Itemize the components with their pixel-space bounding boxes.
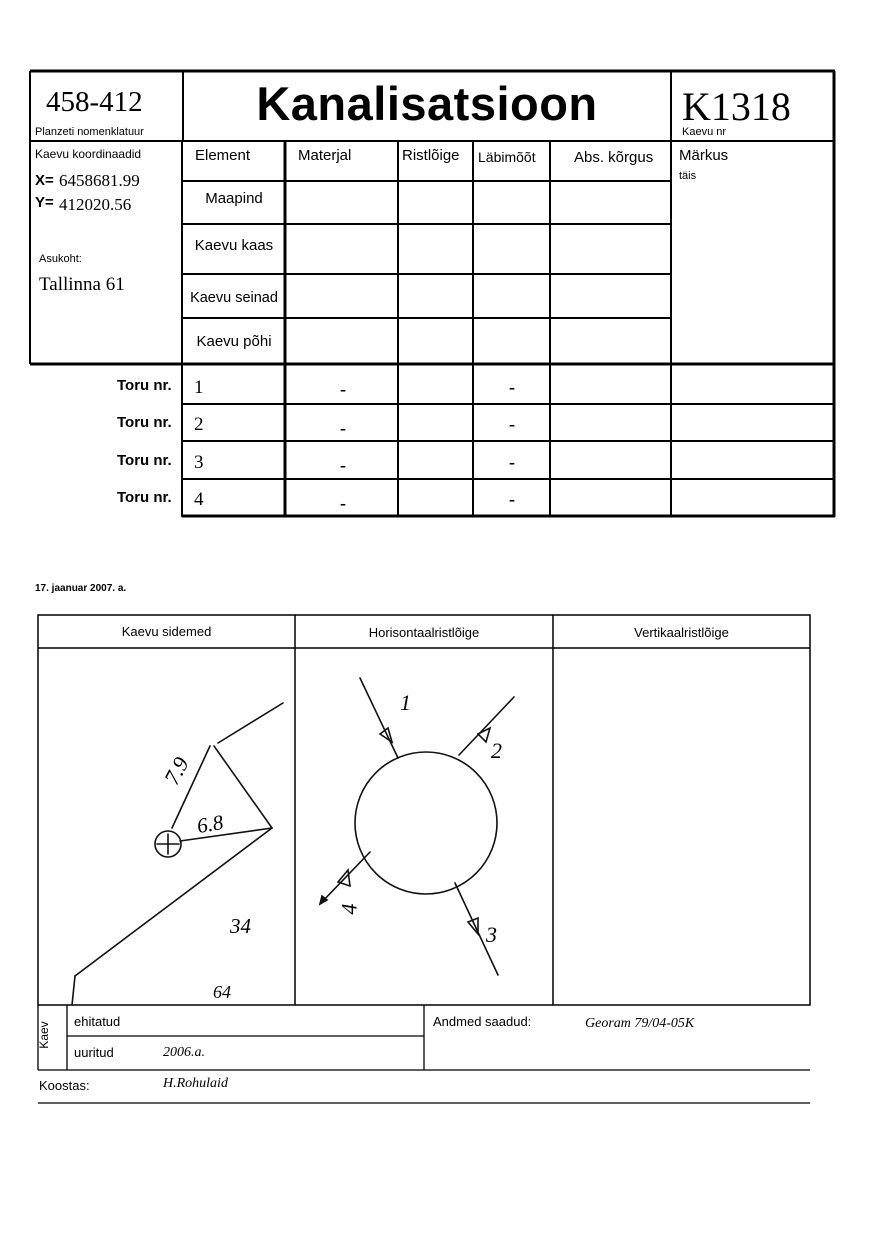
document-date: 17. jaanuar 2007. a. [35, 583, 127, 594]
row-ground: Maapind [205, 190, 263, 207]
surveyed-label: uuritud [74, 1045, 114, 1060]
pipe-material: - [340, 379, 346, 399]
pipe-label: Toru nr. [117, 452, 172, 469]
pipe-number: 3 [194, 452, 204, 473]
pipe-number: 2 [194, 414, 204, 435]
row-well-cover: Kaevu kaas [194, 237, 274, 254]
data-source-value: Georam 79/04-05K [585, 1016, 695, 1031]
data-source-label: Andmed saadud: [433, 1014, 532, 1029]
location-value: Tallinna 61 [39, 274, 125, 295]
dimension-label: 34 [230, 914, 251, 938]
note-value: täis [679, 170, 697, 182]
pipe-label: Toru nr. [117, 489, 172, 506]
built-label: ehitatud [74, 1014, 121, 1029]
row-well-walls: Kaevu seinad [190, 290, 278, 306]
pipe-diameter: - [509, 452, 515, 472]
compiled-value: H.Rohulaid [163, 1076, 228, 1091]
location-label: Asukoht: [39, 253, 82, 265]
col-abs-height: Abs. kõrgus [574, 149, 654, 166]
col-material: Materjal [298, 147, 352, 164]
col-note: Märkus [679, 147, 729, 164]
pipe-label: Toru nr. [117, 414, 172, 431]
pipe-diameter: - [509, 377, 515, 397]
pipe-number: 1 [194, 377, 204, 398]
cross-section-sketch [320, 678, 514, 975]
sketch-col-vertical: Vertikaalristlõige [634, 625, 729, 640]
surveyed-value: 2006.a. [163, 1045, 205, 1060]
row-well-bottom: Kaevu põhi [196, 333, 272, 350]
pipe-diameter: - [509, 489, 515, 509]
pipe-label: Toru nr. [117, 377, 172, 394]
dimension-label: 64 [213, 982, 231, 1002]
well-label: Kaevu nr [682, 126, 727, 138]
connections-sketch [72, 703, 283, 1005]
pipe-material: - [340, 493, 346, 513]
sheet-label: Planzeti nomenklatuur [35, 126, 144, 138]
col-element: Element [195, 147, 251, 164]
col-diameter: Läbimõõt [478, 149, 536, 165]
sketch-col-connections: Kaevu sidemed [121, 624, 212, 639]
pipe-mark: 2 [491, 738, 502, 763]
sketch-col-horizontal: Horisontaalristlõige [368, 625, 480, 640]
x-value: 6458681.99 [59, 171, 140, 190]
compiled-label: Koostas: [39, 1078, 90, 1093]
x-label: X= [35, 172, 54, 189]
pipe-number: 4 [194, 489, 204, 510]
coordinates-label: Kaevu koordinaadid [35, 147, 142, 161]
dimension-label: 6.8 [195, 809, 226, 839]
y-label: Y= [35, 194, 54, 211]
pipe-mark: 4 [336, 903, 362, 915]
y-value: 412020.56 [59, 195, 132, 214]
pipe-mark: 1 [400, 690, 411, 715]
pipe-material: - [340, 418, 346, 438]
sheet-number: 458-412 [46, 86, 143, 118]
pipe-diameter: - [509, 414, 515, 434]
col-cross-section: Ristlõige [402, 147, 460, 164]
dimension-label: 7.9 [158, 752, 194, 789]
well-number: K1318 [682, 84, 791, 129]
pipe-material: - [340, 455, 346, 475]
footer-side-label: Kaev [37, 1021, 51, 1049]
pipe-mark: 3 [486, 922, 497, 947]
sketch-panel [0, 600, 872, 1120]
page-title: Kanalisatsioon [256, 77, 598, 130]
